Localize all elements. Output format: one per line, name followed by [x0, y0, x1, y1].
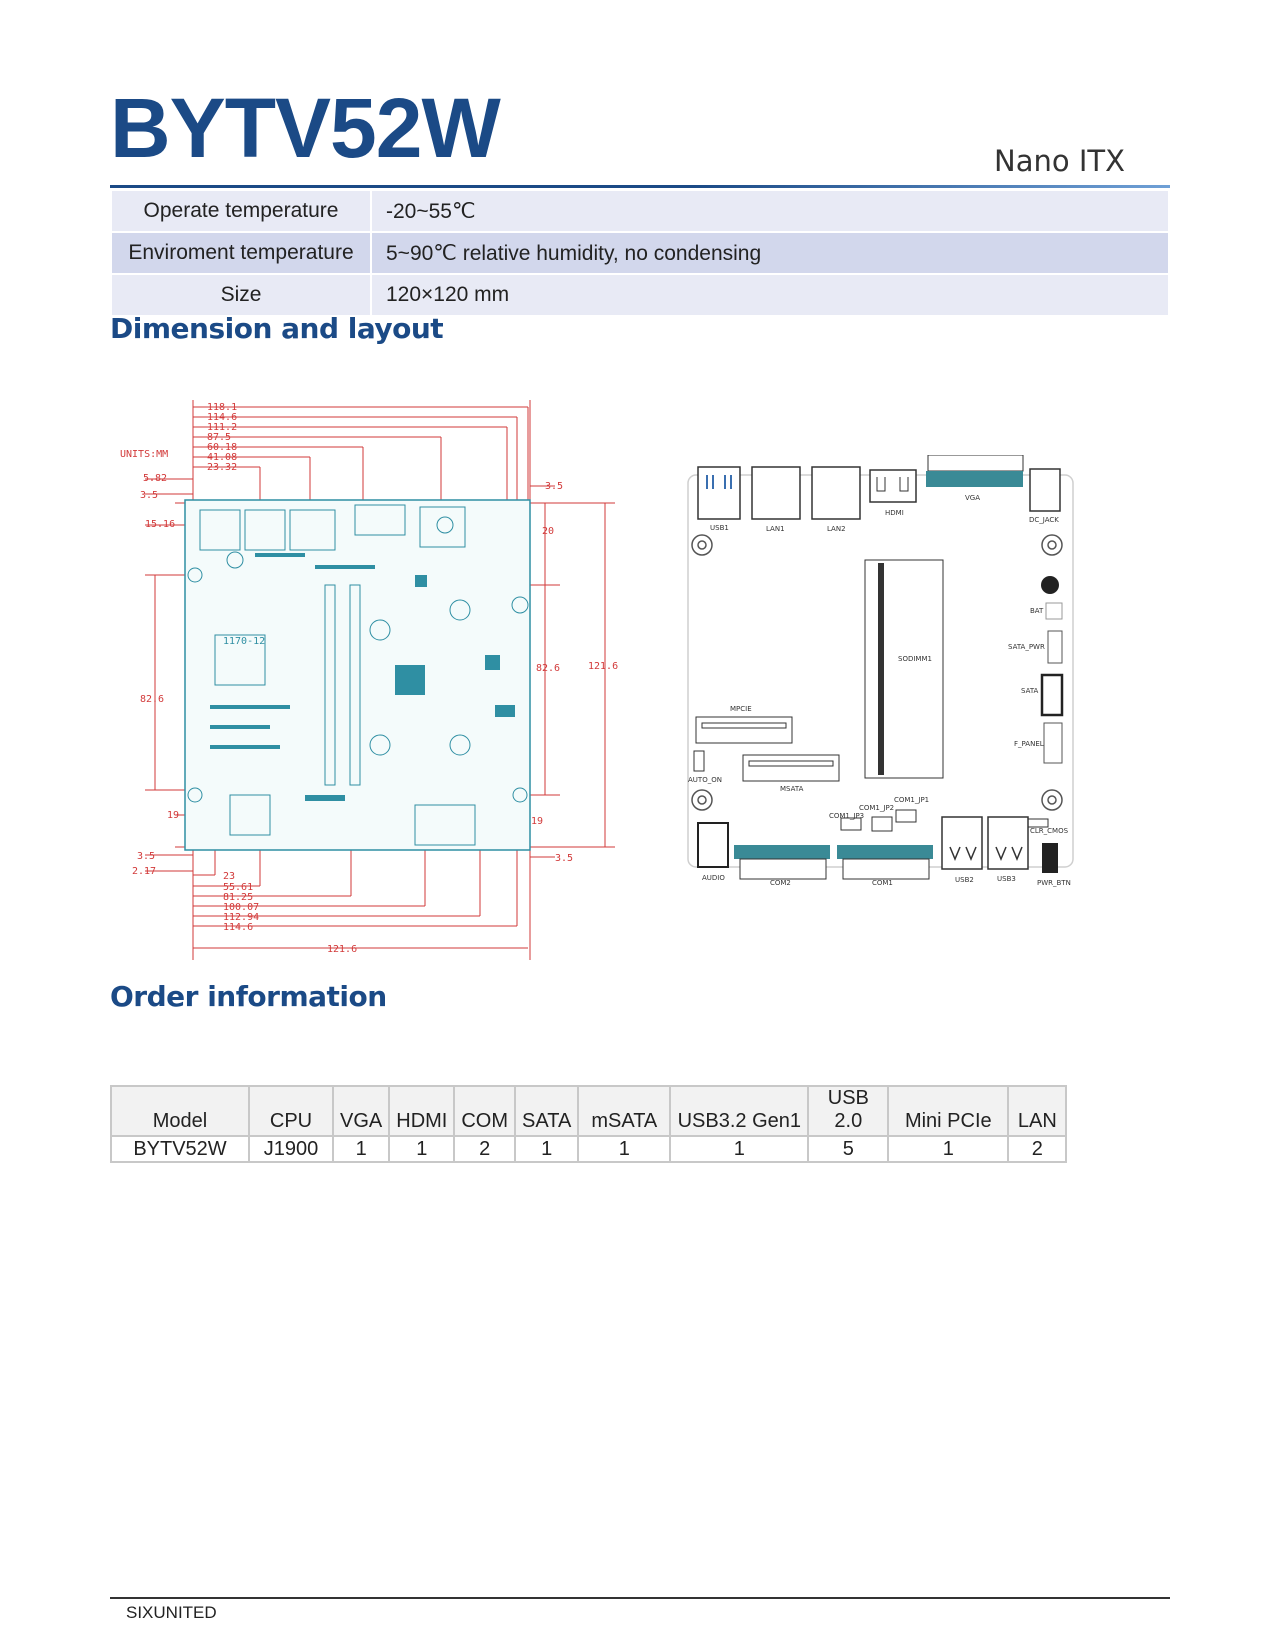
dim-label: 3.5 [555, 853, 574, 864]
connector-label: CLR_CMOS [1030, 827, 1069, 835]
connector-label: F_PANEL [1014, 740, 1044, 748]
connector-label: USB3 [997, 875, 1016, 883]
spec-row [111, 274, 1169, 316]
dim-label: 23 [223, 871, 236, 882]
order-cell: 5 [808, 1136, 888, 1162]
connector-label: AUTO_ON [688, 776, 722, 784]
dim-label: 60.18 [207, 442, 238, 453]
order-header: Mini PCIe [888, 1086, 1008, 1136]
spec-value: 5~90℃ relative humidity, no condensing [371, 232, 1169, 274]
form-factor: Nano ITX [994, 144, 1125, 178]
order-cell: 1 [389, 1136, 454, 1162]
dim-label: 3.5 [545, 481, 564, 492]
connector-label: PWR_BTN [1037, 879, 1071, 887]
footer-brand: SIXUNITED [126, 1603, 217, 1622]
order-cell: J1900 [249, 1136, 333, 1162]
connector-label: USB1 [710, 524, 729, 532]
connector-label: BAT [1030, 607, 1044, 615]
order-header: HDMI [389, 1086, 454, 1136]
order-header: SATA [515, 1086, 578, 1136]
order-table [110, 1085, 1067, 1163]
order-header-row [111, 1086, 1066, 1136]
page-title: BYTV52W [110, 81, 500, 175]
dim-label: 3.5 [137, 851, 156, 862]
dim-label: 87.5 [207, 432, 232, 443]
spec-label: Size [111, 274, 371, 316]
dim-label: 2.17 [132, 866, 157, 877]
connector-label: HDMI [885, 509, 904, 517]
spec-row [111, 232, 1169, 274]
connector-label: SODIMM1 [898, 655, 932, 663]
order-header: LAN [1008, 1086, 1066, 1136]
dim-label: 15.16 [145, 519, 176, 530]
connector-label: COM1 [872, 879, 893, 887]
table-row [111, 1136, 1066, 1162]
units-label: UNITS:MM [120, 449, 169, 460]
order-cell: 1 [333, 1136, 389, 1162]
connector-label: MPCIE [730, 705, 752, 713]
order-header: COM [454, 1086, 515, 1136]
order-cell: 2 [1008, 1136, 1066, 1162]
spec-value: 120×120 mm [371, 274, 1169, 316]
dim-label: 121.6 [327, 944, 358, 955]
order-header: USB 2.0 [808, 1086, 888, 1136]
order-header: CPU [249, 1086, 333, 1136]
dim-label: 81.25 [223, 892, 254, 903]
spec-value: -20~55℃ [371, 190, 1169, 232]
connector-label: COM1_JP2 [859, 804, 895, 812]
dim-label: 82.6 [536, 663, 561, 674]
dim-label: 111.2 [207, 422, 238, 433]
order-cell: 2 [454, 1136, 515, 1162]
connector-label: AUDIO [702, 874, 725, 882]
connector-label: LAN1 [766, 525, 785, 533]
order-header: Model [111, 1086, 249, 1136]
dim-label: 20 [542, 526, 555, 537]
dimension-drawing [115, 395, 625, 965]
order-header: USB3.2 Gen1 [670, 1086, 808, 1136]
header-rule [110, 185, 1170, 188]
dim-label: 5.82 [143, 473, 168, 484]
dim-label: 121.6 [588, 661, 619, 672]
dim-label: 100.07 [223, 902, 260, 913]
connector-label: LAN2 [827, 525, 846, 533]
dim-label: 118.1 [207, 402, 238, 413]
connector-label: VGA [965, 494, 981, 502]
connector-label: USB2 [955, 876, 974, 884]
connector-label: COM1_JP3 [829, 812, 865, 820]
spec-row [111, 190, 1169, 232]
dim-label: 41.08 [207, 452, 238, 463]
dim-label: 3.5 [140, 490, 159, 501]
dim-label: 55.61 [223, 882, 254, 893]
dim-label: 19 [531, 816, 544, 827]
spec-label: Operate temperature [111, 190, 371, 232]
order-cell: 1 [515, 1136, 578, 1162]
order-cell: 1 [578, 1136, 670, 1162]
connector-label: SATA [1021, 687, 1039, 695]
order-cell: 1 [888, 1136, 1008, 1162]
connector-label: DC_JACK [1029, 516, 1059, 524]
section-title-dimension: Dimension and layout [110, 312, 444, 345]
dim-label: 23.32 [207, 462, 238, 473]
section-title-order: Order information [110, 980, 387, 1013]
dim-label: 19 [167, 810, 180, 821]
spec-table [110, 189, 1170, 317]
spec-label: Enviroment temperature [111, 232, 371, 274]
layout-drawing [680, 455, 1100, 895]
connector-label: COM2 [770, 879, 791, 887]
chip-label: 1170-12 [223, 636, 266, 647]
dim-label: 82.6 [140, 694, 165, 705]
dim-label: 112.94 [223, 912, 260, 923]
connector-label: MSATA [780, 785, 804, 793]
dim-label: 114.6 [223, 922, 254, 933]
order-header: VGA [333, 1086, 389, 1136]
connector-label: SATA_PWR [1008, 643, 1045, 651]
order-cell: 1 [670, 1136, 808, 1162]
dim-label: 114.6 [207, 412, 238, 423]
order-cell: BYTV52W [111, 1136, 249, 1162]
order-header: mSATA [578, 1086, 670, 1136]
footer-rule [110, 1597, 1170, 1599]
connector-label: COM1_JP1 [894, 796, 930, 804]
